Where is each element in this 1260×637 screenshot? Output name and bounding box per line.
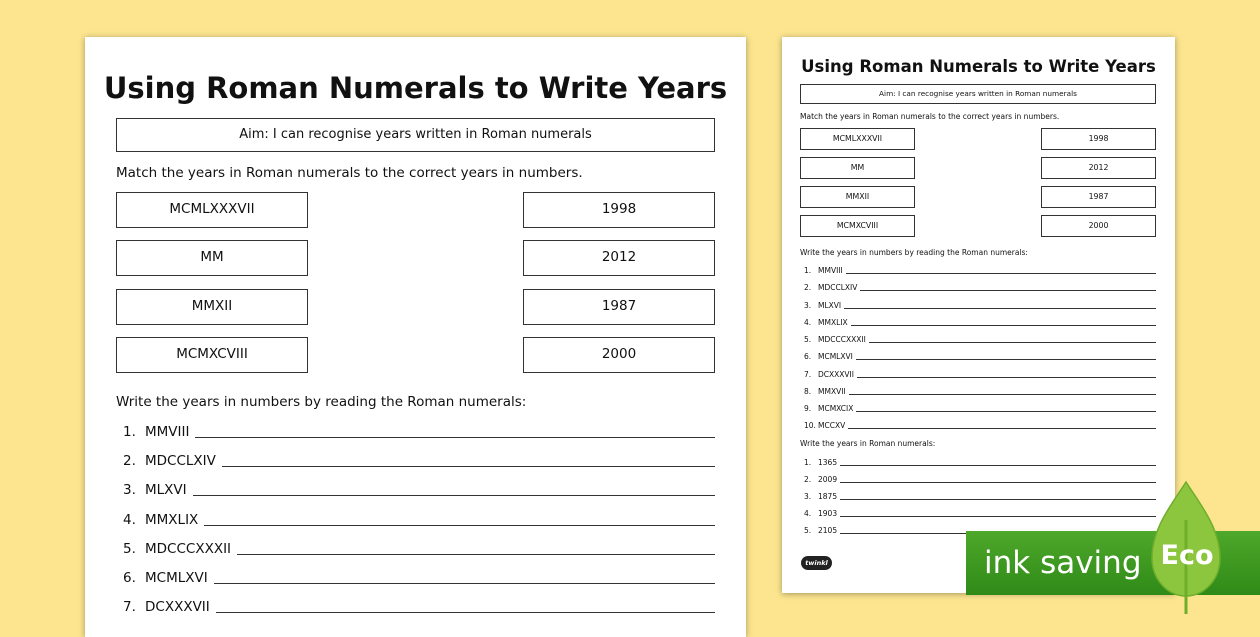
write-numbers-item — [804, 299, 1156, 310]
item-numeral: MMXLIX — [145, 512, 199, 528]
item-numeral: MDCCCXXXII — [818, 335, 866, 344]
write-numbers-instruction: Write the years in numbers by reading the Roman numerals: — [116, 394, 527, 410]
item-number: 6. — [804, 352, 812, 361]
match-instruction: Match the years in Roman numerals to the correct years in numbers. — [800, 112, 1060, 121]
item-number: 3. — [804, 301, 812, 310]
write-numbers-item — [804, 333, 1156, 344]
answer-line — [848, 428, 1156, 429]
write-roman-item — [804, 456, 1156, 467]
write-numbers-item — [804, 385, 1156, 396]
write-numbers-item — [804, 402, 1156, 413]
item-number: 3. — [123, 482, 136, 498]
match-left-box: MCMXCVIII — [116, 337, 308, 373]
match-left-box: MMXII — [116, 289, 308, 325]
twinkl-logo: twinkl — [801, 556, 832, 570]
item-numeral: MDCCCXXXII — [145, 541, 232, 557]
item-number: 1. — [804, 458, 812, 467]
write-roman-item — [804, 473, 1156, 484]
item-number: 7. — [123, 599, 136, 615]
item-numeral: MMXLIX — [818, 318, 848, 327]
ink-saving-label: ink saving — [984, 545, 1142, 581]
item-year: 2009 — [818, 475, 838, 484]
aim-box: Aim: I can recognise years written in Roman numerals — [116, 118, 715, 152]
item-numeral: MLXVI — [145, 482, 187, 498]
answer-line — [856, 359, 1156, 360]
match-right-box: 2012 — [1041, 157, 1156, 179]
item-number: 2. — [804, 475, 812, 484]
answer-line — [844, 308, 1156, 309]
item-numeral: MCMLXVI — [818, 352, 853, 361]
match-right-box: 2000 — [523, 337, 715, 373]
answer-line — [851, 325, 1156, 326]
item-numeral: MLXVI — [818, 301, 842, 310]
item-number: 7. — [804, 370, 812, 379]
item-numeral: MMVIII — [818, 266, 843, 275]
item-number: 5. — [123, 541, 136, 557]
worksheet-preview-large — [85, 37, 746, 637]
answer-line — [195, 437, 715, 438]
match-left-box: MM — [800, 157, 915, 179]
worksheet-title: Using Roman Numerals to Write Years — [801, 57, 1156, 76]
write-numbers-item — [123, 510, 715, 528]
match-right-box: 2000 — [1041, 215, 1156, 237]
item-numeral: DCXXXVII — [818, 370, 854, 379]
write-numbers-item — [804, 281, 1156, 292]
answer-line — [860, 290, 1156, 291]
item-year: 1903 — [818, 509, 838, 518]
answer-line — [193, 495, 715, 496]
answer-line — [237, 554, 715, 555]
item-number: 6. — [123, 570, 136, 586]
write-roman-item — [804, 490, 1156, 501]
write-numbers-instruction: Write the years in numbers by reading the Roman numerals: — [800, 248, 1028, 257]
match-left-box: MCMXCVIII — [800, 215, 915, 237]
write-numbers-item — [123, 451, 715, 469]
answer-line — [840, 482, 1156, 483]
item-numeral: MCMXCIX — [818, 404, 854, 413]
item-numeral: MCMLXVI — [145, 570, 208, 586]
item-number: 4. — [804, 318, 812, 327]
answer-line — [222, 466, 715, 467]
write-roman-item — [804, 507, 1156, 518]
item-number: 1. — [804, 266, 812, 275]
eco-label: Eco — [1160, 540, 1214, 571]
write-numbers-item — [804, 419, 1156, 430]
match-right-box: 1987 — [1041, 186, 1156, 208]
match-right-box: 1998 — [523, 192, 715, 228]
write-numbers-item — [123, 568, 715, 586]
item-number: 2. — [804, 283, 812, 292]
item-number: 10. — [804, 421, 816, 430]
item-numeral: MDCCLXIV — [818, 283, 858, 292]
item-year: 1875 — [818, 492, 838, 501]
write-numbers-item — [804, 316, 1156, 327]
item-number: 8. — [804, 387, 812, 396]
answer-line — [846, 273, 1156, 274]
write-numbers-item — [804, 264, 1156, 275]
item-number: 2. — [123, 453, 136, 469]
write-numbers-item — [123, 480, 715, 498]
item-numeral: MDCCLXIV — [145, 453, 216, 469]
worksheet-preview-full — [782, 37, 1175, 593]
write-numbers-item — [123, 539, 715, 557]
match-right-box: 1987 — [523, 289, 715, 325]
item-number: 4. — [804, 509, 812, 518]
worksheet-title: Using Roman Numerals to Write Years — [103, 71, 728, 105]
match-left-box: MCMLXXXVII — [116, 192, 308, 228]
item-number: 4. — [123, 512, 136, 528]
match-left-box: MCMLXXXVII — [800, 128, 915, 150]
write-roman-instruction: Write the years in Roman numerals: — [800, 439, 936, 448]
answer-line — [214, 583, 715, 584]
item-year: 1365 — [818, 458, 838, 467]
write-numbers-item — [123, 422, 715, 440]
match-left-box: MM — [116, 240, 308, 276]
answer-line — [869, 342, 1156, 343]
item-numeral: DCXXXVII — [145, 599, 210, 615]
match-left-box: MMXII — [800, 186, 915, 208]
item-numeral: MCCXV — [818, 421, 846, 430]
write-numbers-item — [123, 597, 715, 615]
aim-box: Aim: I can recognise years written in Roman numerals — [800, 84, 1156, 104]
answer-line — [216, 612, 715, 613]
item-year: 2105 — [818, 526, 838, 535]
answer-line — [856, 411, 1156, 412]
answer-line — [840, 465, 1156, 466]
write-numbers-item — [804, 368, 1156, 379]
item-number: 5. — [804, 526, 812, 535]
answer-line — [849, 394, 1156, 395]
match-right-box: 2012 — [523, 240, 715, 276]
write-numbers-item — [804, 350, 1156, 361]
item-number: 5. — [804, 335, 812, 344]
answer-line — [840, 499, 1156, 500]
answer-line — [840, 516, 1156, 517]
item-numeral: MMXVII — [818, 387, 846, 396]
match-right-box: 1998 — [1041, 128, 1156, 150]
item-number: 9. — [804, 404, 812, 413]
answer-line — [204, 525, 715, 526]
item-numeral: MMVIII — [145, 424, 190, 440]
item-number: 3. — [804, 492, 812, 501]
item-number: 1. — [123, 424, 136, 440]
match-instruction: Match the years in Roman numerals to the correct years in numbers. — [116, 165, 583, 181]
answer-line — [857, 377, 1156, 378]
